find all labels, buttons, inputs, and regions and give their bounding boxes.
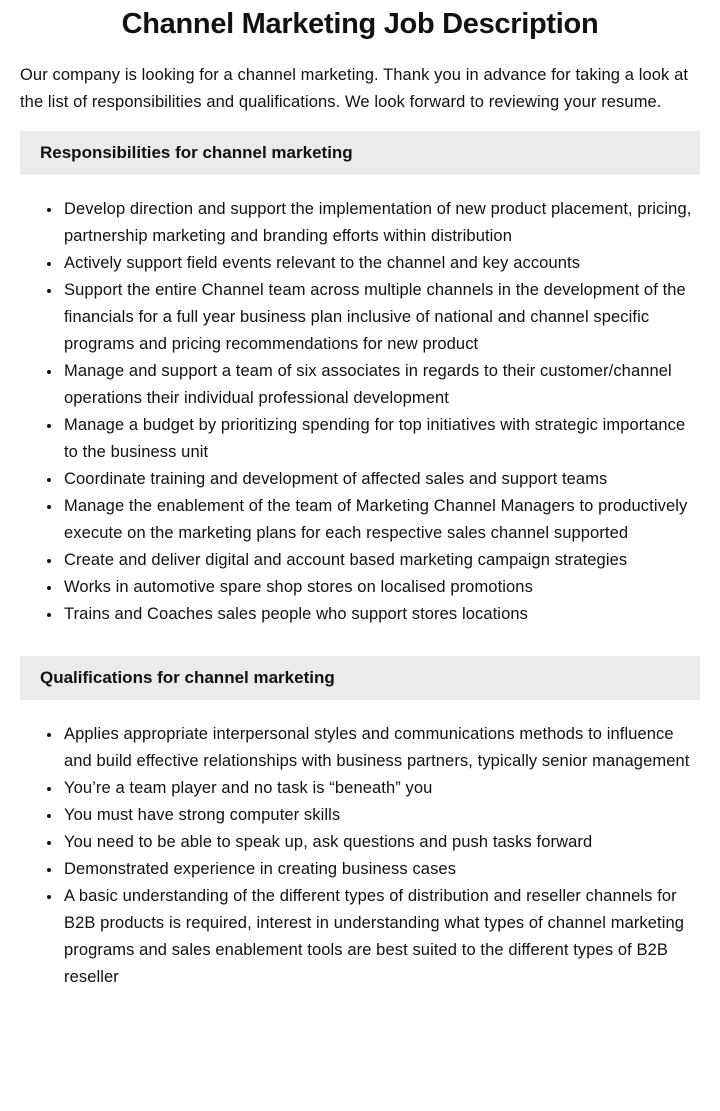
list-item: • Create and deliver digital and account based marketing campaign strategies (62, 547, 700, 574)
intro-paragraph: Our company is looking for a channel marketing. Thank you in advance for taking a look at the list of responsibilities and qualifications. We look forward to reviewing your resume. (20, 66, 689, 111)
section-heading-responsibilities: Responsibilities for channel marketing (20, 131, 700, 175)
section-heading-qualifications: Qualifications for channel marketing (20, 656, 700, 700)
page-title: Channel Marketing Job Description (121, 8, 599, 40)
qualifications-list (20, 721, 700, 991)
list-item: • A basic understanding of the different types of distribution and reseller channels for B2B products is required, interest in understanding what types of channel marketing programs and sales enablement tools are best suited to the different types of B2B reseller (62, 883, 700, 991)
list-item: • Applies appropriate interpersonal styles and communications methods to influence and build effective relationships with business partners, typically senior management (62, 721, 700, 775)
list-item: • Actively support field events relevant to the channel and key accounts (62, 250, 700, 277)
list-item: • Coordinate training and development of affected sales and support teams (62, 466, 700, 493)
responsibilities-list (20, 196, 700, 628)
list-item: • Works in automotive spare shop stores on localised promotions (62, 574, 700, 601)
list-item: • Demonstrated experience in creating business cases (62, 856, 700, 883)
list-item: • Support the entire Channel team across multiple channels in the development of the financials for a full year business plan inclusive of national and channel specific programs and pricing recommendations for new product (62, 277, 700, 358)
list-item: • Trains and Coaches sales people who support stores locations (62, 601, 700, 628)
list-item: • Manage and support a team of six associates in regards to their customer/channel operations their individual professional development (62, 358, 700, 412)
list-item: • You’re a team player and no task is “beneath” you (62, 775, 700, 802)
list-item: • You must have strong computer skills (62, 802, 700, 829)
list-item: • Manage a budget by prioritizing spending for top initiatives with strategic importance to the business unit (62, 412, 700, 466)
list-item: • Manage the enablement of the team of Marketing Channel Managers to productively execute on the marketing plans for each respective sales channel supported (62, 493, 700, 547)
list-item: • Develop direction and support the implementation of new product placement, pricing, partnership marketing and branding efforts within distribution (62, 196, 700, 250)
list-item: • You need to be able to speak up, ask questions and push tasks forward (62, 829, 700, 856)
